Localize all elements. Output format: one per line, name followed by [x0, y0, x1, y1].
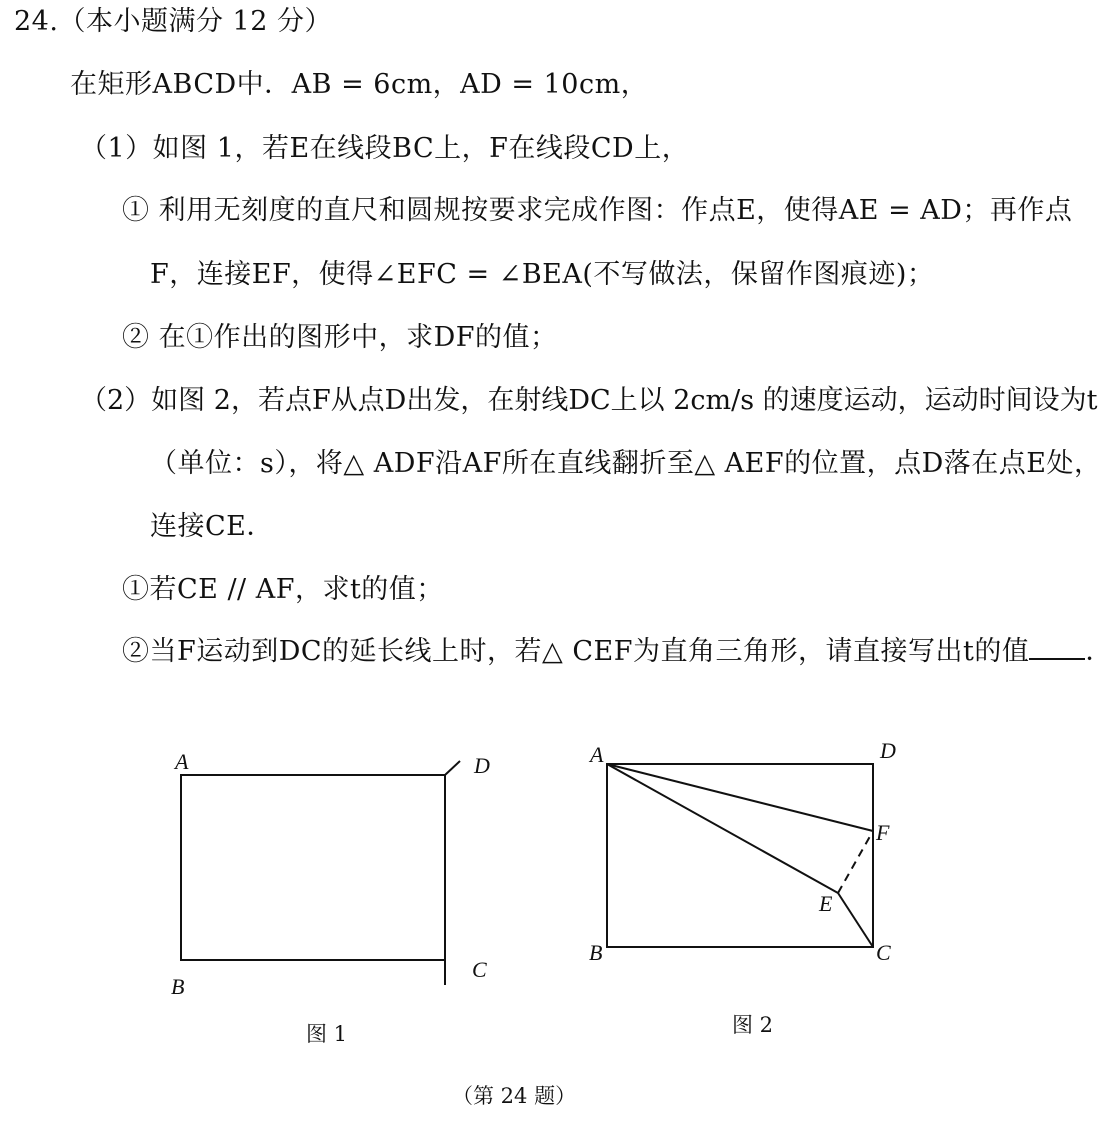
figure1-rectangle: [181, 775, 445, 960]
fig1-label-c: C: [472, 957, 487, 982]
fig2-label-c: C: [876, 940, 891, 965]
part2-stem-line1: （2）如图 2，若点F从点D出发，在射线DC上以 2cm/s 的速度运动，运动时间设为t: [80, 385, 1098, 416]
fig1-label-b: B: [171, 974, 185, 999]
figure2-caption: 图 2: [732, 1013, 774, 1037]
figure2-diagram: [607, 764, 873, 947]
fig2-label-d: D: [880, 738, 896, 763]
segment-ef-dashed: [838, 831, 873, 893]
part1-stem: （1）如图 1，若E在线段BC上，F在线段CD上，: [80, 133, 690, 164]
fig2-label-a: A: [590, 742, 604, 767]
figure2-rectangle: [607, 764, 873, 947]
part1-sub2: ② 在①作出的图形中，求DF的值；: [122, 322, 558, 353]
figure1-diagram: [181, 761, 460, 985]
segment-ec: [838, 893, 873, 947]
question-footer: （第 24 题）: [452, 1084, 577, 1108]
part2-stem-line3: 连接CE．: [150, 511, 274, 542]
fig2-label-f: F: [876, 820, 890, 845]
question-intro: 在矩形ABCD中．AB = 6cm，AD = 10cm，: [70, 69, 649, 100]
segment-af: [607, 764, 873, 831]
figure1-tick-d: [445, 761, 460, 775]
fig1-label-a: A: [175, 749, 189, 774]
part1-sub1-line2: F，连接EF，使得∠EFC = ∠BEA(不写做法，保留作图痕迹)；: [150, 259, 935, 290]
part2-stem-line2: （单位：s），将△ ADF沿AF所在直线翻折至△ AEF的位置，点D落在点E处，: [150, 448, 1102, 479]
part1-sub1-line1: ① 利用无刻度的直尺和圆规按要求完成作图：作点E，使得AE = AD；再作点: [122, 195, 1073, 226]
part2-sub2-text: ②当F运动到DC的延长线上时，若△ CEF为直角三角形，请直接写出t的值: [122, 636, 1030, 667]
fig2-label-b: B: [589, 940, 603, 965]
fig2-label-e: E: [819, 891, 833, 916]
question-header: 24.（本小题满分 12 分）: [14, 6, 332, 37]
part2-sub2-end: ．: [1085, 636, 1113, 667]
fig1-label-d: D: [474, 753, 490, 778]
figure1-caption: 图 1: [306, 1022, 348, 1046]
segment-ae: [607, 764, 838, 893]
part2-sub1: ①若CE // AF，求t的值；: [122, 574, 444, 605]
